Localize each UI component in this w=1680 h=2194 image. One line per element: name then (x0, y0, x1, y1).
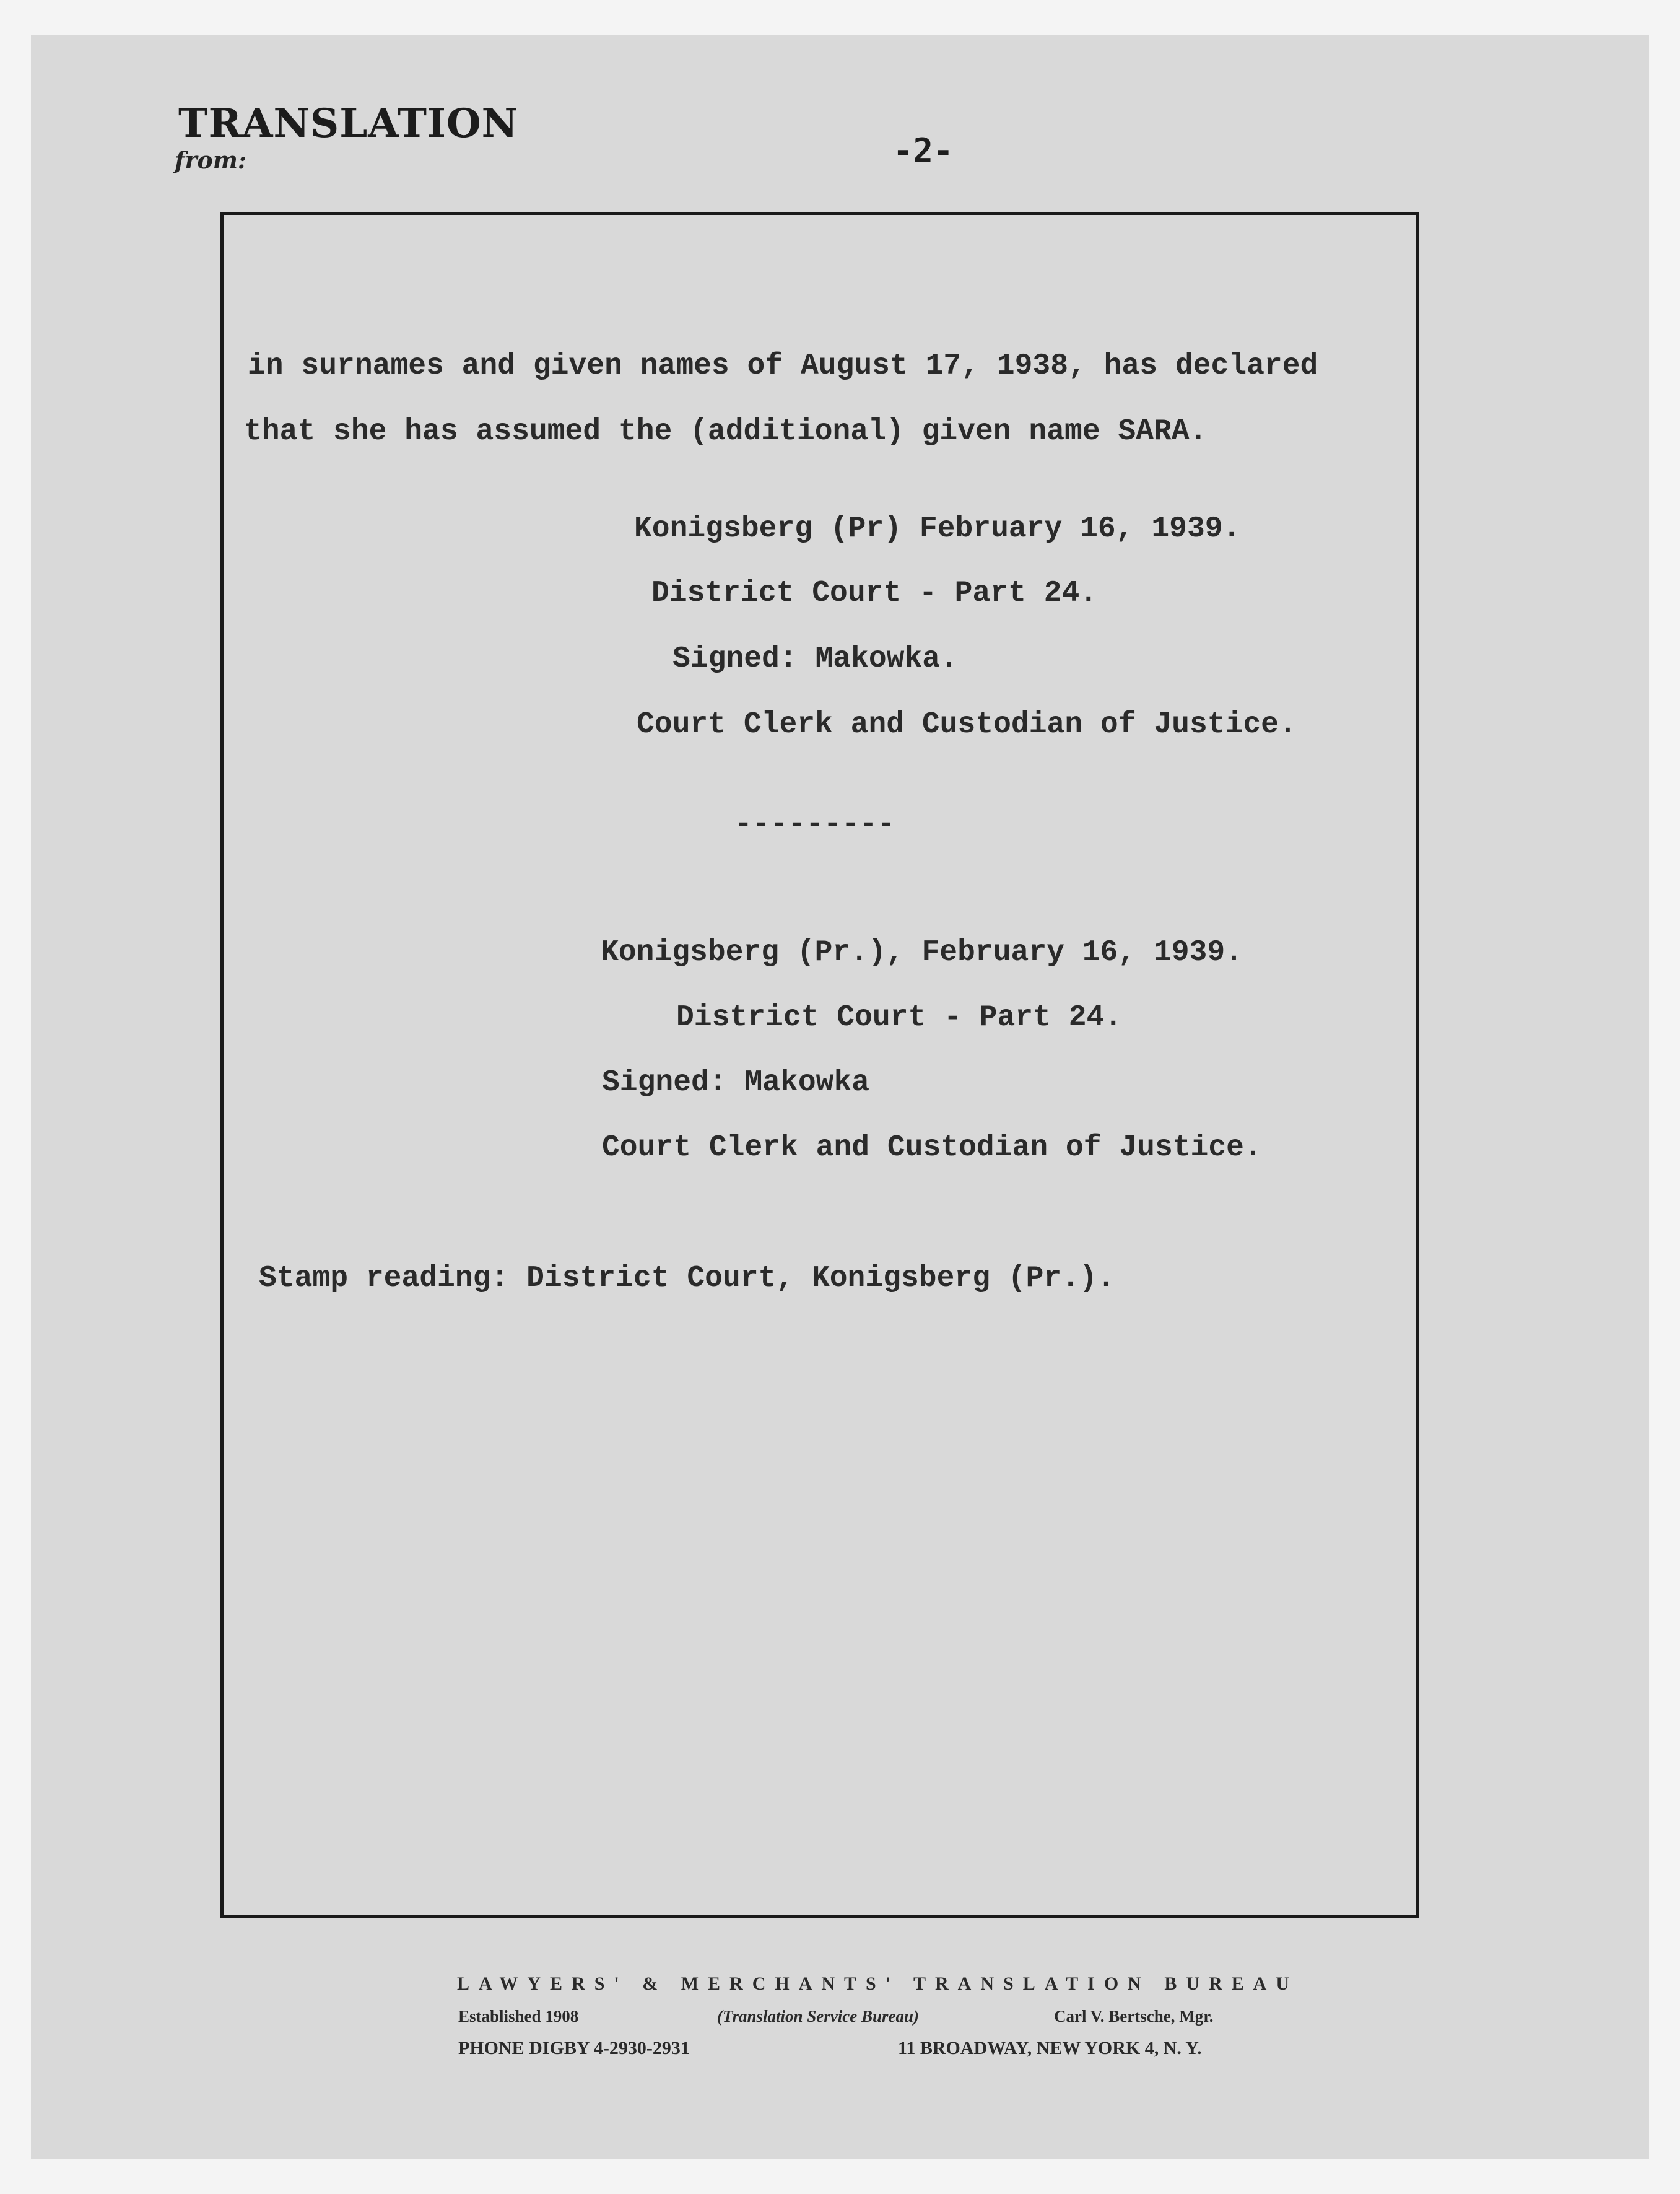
block-b-court: District Court - Part 24. (676, 1001, 1123, 1034)
block-a-signed: Signed: Makowka. (672, 642, 958, 676)
body-line-2: that she has assumed the (additional) given name SARA. (244, 415, 1208, 448)
footer-phone: PHONE DIGBY 4-2930-2931 (458, 2038, 690, 2058)
translation-frame (220, 212, 1419, 1918)
footer-established: Established 1908 (458, 2007, 579, 2026)
block-b-signed: Signed: Makowka (602, 1066, 870, 1099)
letterhead-from-label: from: (175, 146, 246, 174)
block-b-place-date: Konigsberg (Pr.), February 16, 1939. (601, 936, 1243, 969)
block-a-title: Court Clerk and Custodian of Justice. (637, 708, 1297, 741)
body-line-1: in surnames and given names of August 17, 1938, has declared (248, 349, 1318, 383)
footer-service-bureau: (Translation Service Bureau) (717, 2007, 920, 2026)
block-a-court: District Court - Part 24. (651, 577, 1098, 610)
footer-bureau-name: LAWYERS' & MERCHANTS' TRANSLATION BUREAU (457, 1973, 1299, 1994)
block-a-place-date: Konigsberg (Pr) February 16, 1939. (634, 512, 1241, 546)
stamp-reading: Stamp reading: District Court, Konigsberg (Pr.). (259, 1262, 1115, 1295)
letterhead-title: TRANSLATION (178, 100, 519, 147)
footer-manager: Carl V. Bertsche, Mgr. (1054, 2007, 1214, 2026)
footer-address: 11 BROADWAY, NEW YORK 4, N. Y. (898, 2038, 1202, 2058)
page-number: -2- (893, 131, 954, 170)
block-b-title: Court Clerk and Custodian of Justice. (602, 1131, 1262, 1165)
separator-line: --------- (734, 808, 895, 841)
